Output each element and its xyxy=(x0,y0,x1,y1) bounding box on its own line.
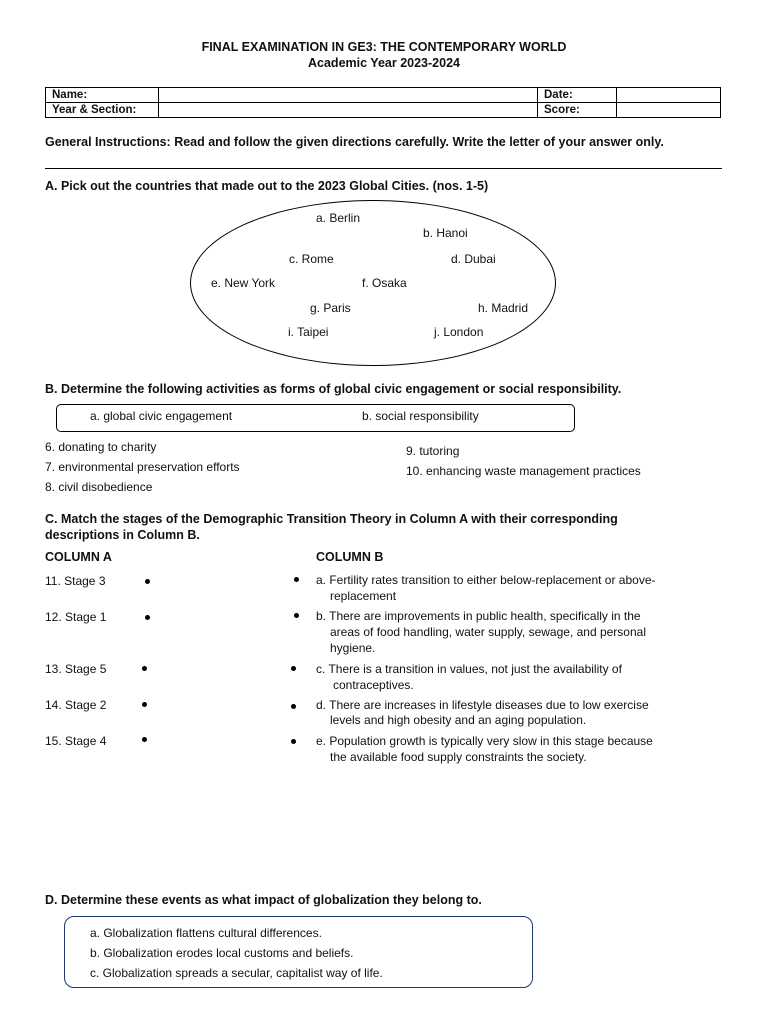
choice-global-civic-engagement: a. global civic engagement xyxy=(90,409,233,423)
match-dot-b-e[interactable] xyxy=(291,739,296,744)
match-dot-a-13[interactable] xyxy=(142,666,147,671)
option-osaka: f. Osaka xyxy=(362,276,407,290)
impact-choice-b: b. Globalization erodes local customs and beliefs. xyxy=(90,946,354,960)
match-dot-b-d[interactable] xyxy=(291,704,296,709)
option-london: j. London xyxy=(434,325,484,339)
year-section-label: Year & Section: xyxy=(46,103,159,118)
part-c-heading-line1: C. Match the stages of the Demographic Transition Theory in Column A with their corresponding xyxy=(45,512,618,526)
column-a-label: COLUMN A xyxy=(45,550,112,564)
description-c-line2: contraceptives. xyxy=(333,678,414,692)
item-7: 7. environmental preservation efforts xyxy=(45,460,240,474)
impact-choice-c: c. Globalization spreads a secular, capitalist way of life. xyxy=(90,966,383,980)
stage-item-14: 14. Stage 2 xyxy=(45,698,107,712)
description-a-line2: replacement xyxy=(330,589,397,603)
item-10: 10. enhancing waste management practices xyxy=(406,464,641,478)
option-dubai: d. Dubai xyxy=(451,252,496,266)
part-a-heading: A. Pick out the countries that made out to the 2023 Global Cities. (nos. 1-5) xyxy=(45,179,489,193)
date-label: Date: xyxy=(538,88,617,103)
description-e-line1: e. Population growth is typically very slow in this stage because xyxy=(316,734,653,748)
match-dot-a-14[interactable] xyxy=(142,702,147,707)
score-label: Score: xyxy=(538,103,617,118)
year-section-field[interactable] xyxy=(159,103,538,118)
stage-item-12: 12. Stage 1 xyxy=(45,610,107,624)
description-d-line1: d. There are increases in lifestyle diseases due to low exercise xyxy=(316,698,649,712)
part-d-heading: D. Determine these events as what impact of globalization they belong to. xyxy=(45,893,482,907)
part-c-heading-line2: descriptions in Column B. xyxy=(45,528,200,542)
part-b-heading: B. Determine the following activities as forms of global civic engagement or social responsibility. xyxy=(45,382,622,396)
score-field[interactable] xyxy=(617,103,721,118)
match-dot-a-15[interactable] xyxy=(142,737,147,742)
option-madrid: h. Madrid xyxy=(478,301,529,315)
match-dot-b-b[interactable] xyxy=(294,613,299,618)
description-b-line3: hygiene. xyxy=(330,641,376,655)
impact-choice-a: a. Globalization flattens cultural differences. xyxy=(90,926,322,940)
item-6: 6. donating to charity xyxy=(45,440,157,454)
match-dot-b-c[interactable] xyxy=(291,666,296,671)
option-paris: g. Paris xyxy=(310,301,351,315)
option-taipei: i. Taipei xyxy=(288,325,329,339)
general-instructions: General Instructions: Read and follow the given directions carefully. Write the letter of your answer only. xyxy=(45,135,664,149)
academic-year: Academic Year 2023-2024 xyxy=(308,56,460,70)
name-label: Name: xyxy=(46,88,159,103)
column-b-label: COLUMN B xyxy=(316,550,384,564)
student-info-table xyxy=(45,87,721,118)
description-e-line2: the available food supply constraints the society. xyxy=(330,750,587,764)
description-c-line1: c. There is a transition in values, not just the availability of xyxy=(316,662,622,676)
divider xyxy=(45,168,722,169)
item-8: 8. civil disobedience xyxy=(45,480,153,494)
item-9: 9. tutoring xyxy=(406,444,460,458)
option-hanoi: b. Hanoi xyxy=(423,226,468,240)
description-b-line1: b. There are improvements in public health, specifically in the xyxy=(316,609,641,623)
option-berlin: a. Berlin xyxy=(316,211,361,225)
option-rome: c. Rome xyxy=(289,252,334,266)
description-a-line1: a. Fertility rates transition to either below-replacement or above- xyxy=(316,573,656,587)
description-d-line2: levels and high obesity and an aging population. xyxy=(330,713,587,727)
description-b-line2: areas of food handling, water supply, sewage, and personal xyxy=(330,625,646,639)
stage-item-13: 13. Stage 5 xyxy=(45,662,107,676)
exam-title: FINAL EXAMINATION IN GE3: THE CONTEMPORARY WORLD xyxy=(201,40,567,54)
choice-social-responsibility: b. social responsibility xyxy=(362,409,479,423)
match-dot-b-a[interactable] xyxy=(294,577,299,582)
match-dot-a-12[interactable] xyxy=(145,615,150,620)
date-field[interactable] xyxy=(617,88,721,103)
option-new-york: e. New York xyxy=(211,276,276,290)
name-field[interactable] xyxy=(159,88,538,103)
stage-item-11: 11. Stage 3 xyxy=(45,574,106,588)
match-dot-a-11[interactable] xyxy=(145,579,150,584)
stage-item-15: 15. Stage 4 xyxy=(45,734,107,748)
